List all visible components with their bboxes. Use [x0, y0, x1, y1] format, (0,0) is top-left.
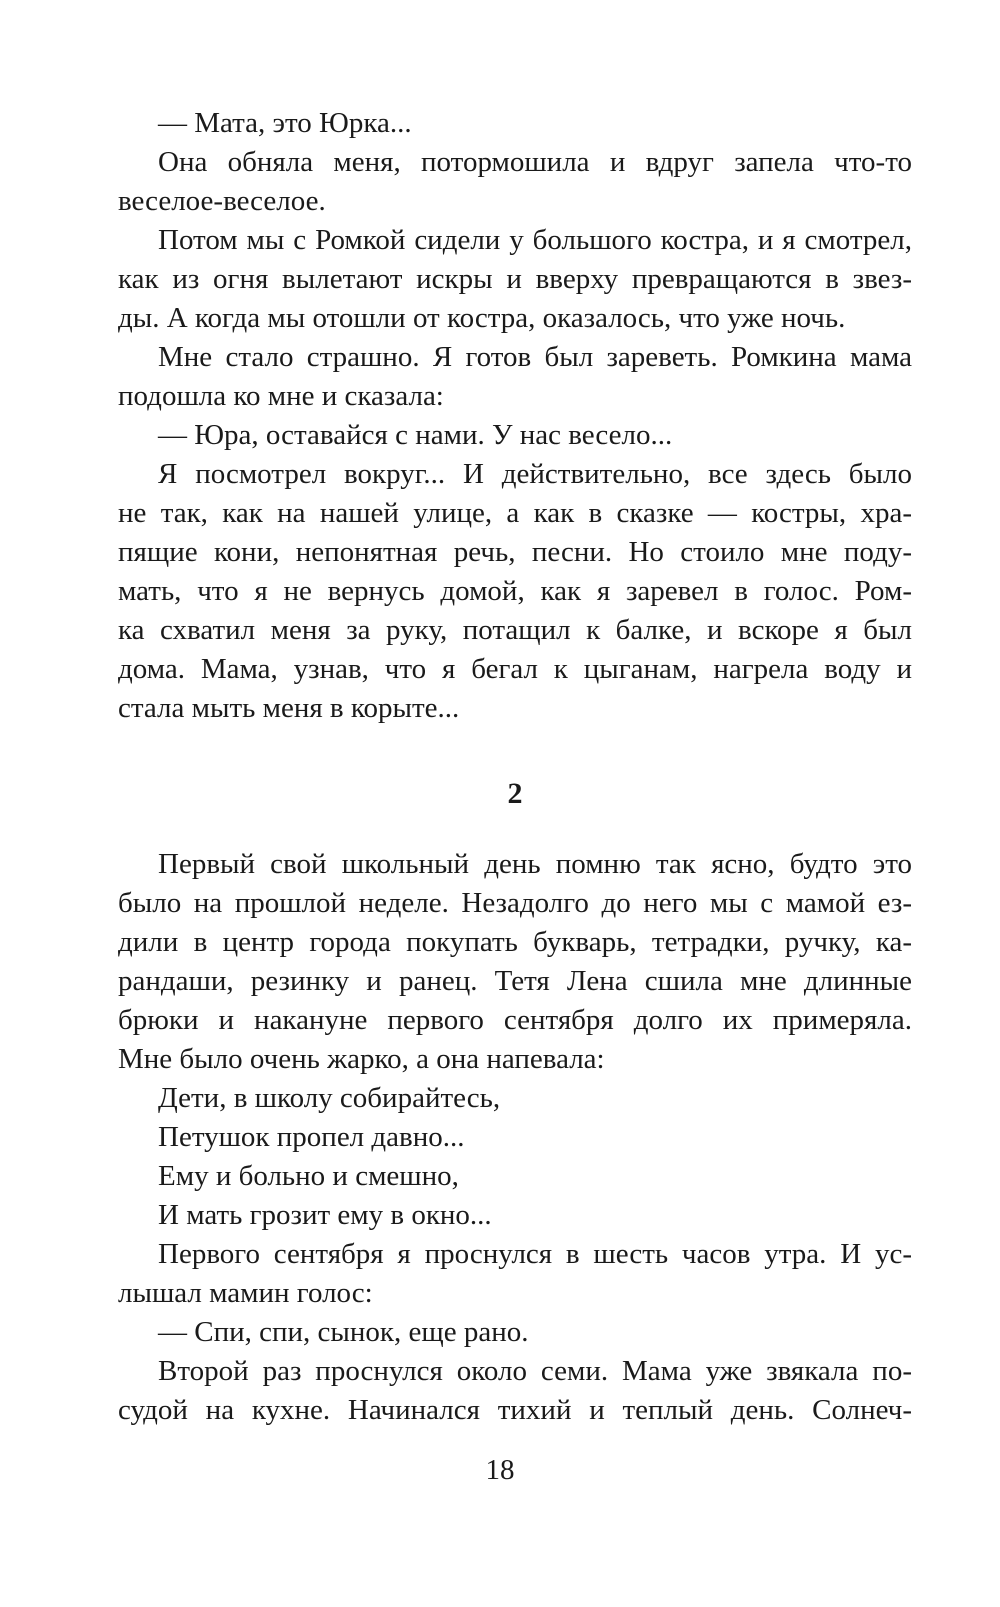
text-line: брюки и накануне первого сентября долго их примеряла. [118, 1004, 912, 1036]
section-number: 2 [507, 777, 523, 810]
text-line: Первого сентября я проснулся в шесть часов утра. И ус- [158, 1238, 912, 1270]
text-line: мать, что я не вернусь домой, как я заревел в голос. Ром- [118, 575, 912, 607]
page-number: 18 [485, 1454, 515, 1486]
poem-line: Петушок пропел давно... [158, 1121, 465, 1153]
text-line: не так, как на нашей улице, а как в сказке — костры, хра- [118, 497, 912, 529]
text-line: дома. Мама, узнав, что я бегал к цыганам, нагрела воду и [118, 653, 912, 685]
text-line: лышал мамин голос: [118, 1277, 373, 1309]
text-line: было на прошлой неделе. Незадолго до него мы с мамой ез- [118, 887, 912, 919]
text-line: Мне стало страшно. Я готов был зареветь. Ромкина мама [158, 341, 912, 373]
text-line: стала мыть меня в корыте... [118, 692, 460, 724]
poem-line: Дети, в школу собирайтесь, [158, 1082, 501, 1114]
text-line: Мне было очень жарко, а она напевала: [118, 1043, 605, 1075]
text-line: ды. А когда мы отошли от костра, оказалось, что уже ночь. [118, 302, 846, 334]
text-line: — Юра, оставайся с нами. У нас весело... [158, 419, 673, 451]
section-2-text [118, 845, 912, 1430]
text-line: Она обняла меня, потормошила и вдруг запела что-то [158, 146, 912, 178]
section-1-text [118, 104, 912, 728]
poem-line: Ему и больно и смешно, [158, 1160, 459, 1192]
text-line: Потом мы с Ромкой сидели у большого костра, и я смотрел, [158, 224, 912, 256]
text-line: — Мата, это Юрка... [158, 107, 412, 139]
text-line: рандаши, резинку и ранец. Тетя Лена сшила мне длинные [118, 965, 912, 997]
text-line: веселое-веселое. [118, 185, 326, 217]
text-line: дили в центр города покупать букварь, тетрадки, ручку, ка- [118, 926, 912, 958]
book-page [118, 104, 912, 1426]
text-line: — Спи, спи, сынок, еще рано. [158, 1316, 529, 1348]
text-line: как из огня вылетают искры и вверху превращаются в звез- [118, 263, 912, 295]
text-line: Второй раз проснулся около семи. Мама уже звякала по- [158, 1355, 912, 1387]
text-line: пящие кони, непонятная речь, песни. Но стоило мне поду- [118, 536, 912, 568]
text-line: Я посмотрел вокруг... И действительно, все здесь было [158, 458, 912, 490]
text-line: судой на кухне. Начинался тихий и теплый день. Солнеч- [118, 1394, 912, 1426]
text-line: ка схватил меня за руку, потащил к балке, и вскоре я был [118, 614, 912, 646]
text-line: Первый свой школьный день помню так ясно, будто это [158, 848, 912, 880]
poem-line: И мать грозит ему в окно... [158, 1199, 492, 1231]
text-line: подошла ко мне и сказала: [118, 380, 444, 412]
